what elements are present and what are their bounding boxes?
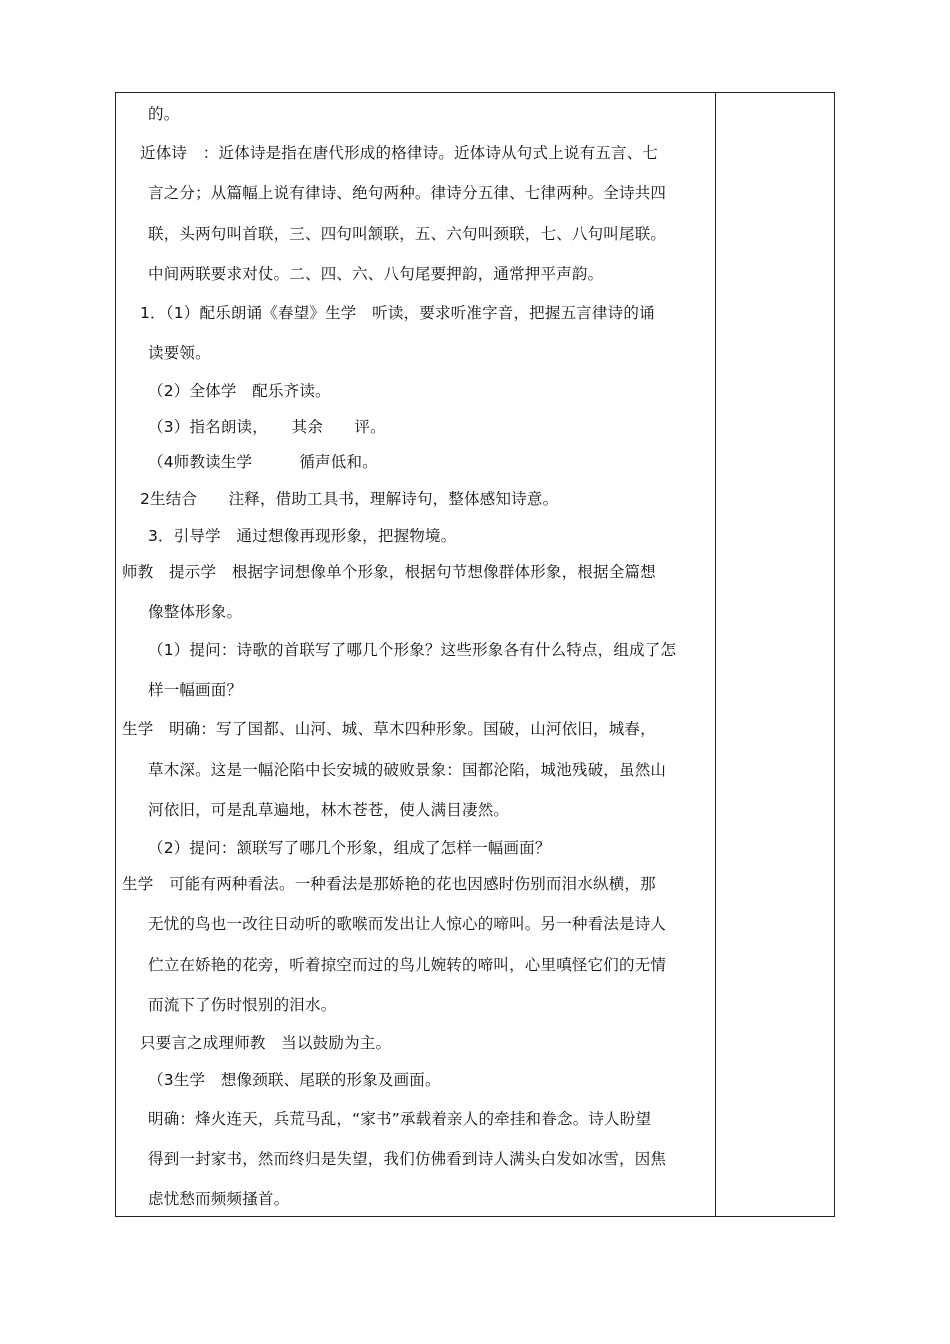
text-line: 明确：烽火连天，兵荒马乱，“家书”承载着亲人的牵挂和眷念。诗人盼望 (148, 1110, 652, 1128)
text-line: 生学 可能有两种看法。一种看法是那娇艳的花也因感时伤别而泪水纵横，那 (122, 875, 656, 893)
text-line: 近体诗 ：近体诗是指在唐代形成的格律诗。近体诗从句式上说有五言、七 (140, 144, 659, 162)
text-line: 草木深。这是一幅沦陷中长安城的破败景象：国都沦陷，城池残破，虽然山 (148, 761, 667, 779)
text-line: （4师教读生学 循声低和。 (148, 453, 378, 471)
column-divider (715, 93, 716, 1216)
text-line: 像整体形象。 (148, 603, 243, 621)
text-line: 只要言之成理师教 当以鼓励为主。 (140, 1034, 392, 1052)
text-line: 读要领。 (148, 344, 211, 362)
text-line: 得到一封家书，然而终归是失望，我们仿佛看到诗人满头白发如冰雪，因焦 (148, 1150, 667, 1168)
text-line: 言之分；从篇幅上说有律诗、绝句两种。律诗分五律、七律两种。全诗共四 (148, 184, 667, 202)
text-line: 中间两联要求对仗。二、四、六、八句尾要押韵，通常押平声韵。 (148, 265, 604, 283)
text-line: 生学 明确：写了国都、山河、城、草木四种形象。国破，山河依旧，城春， (122, 720, 656, 738)
text-line: （2）全体学 配乐齐读。 (148, 382, 331, 400)
text-line: 伫立在娇艳的花旁，听着掠空而过的鸟儿婉转的啼叫，心里嗔怪它们的无情 (148, 956, 667, 974)
text-line: 的。 (148, 105, 180, 123)
text-line: 而流下了伤时恨别的泪水。 (148, 996, 337, 1014)
text-line: （1）提问：诗歌的首联写了哪几个形象？这些形象各有什么特点，组成了怎 (148, 641, 677, 659)
text-line: 3．引导学 通过想像再现形象，把握物境。 (148, 527, 457, 545)
text-line: （3生学 想像颈联、尾联的形象及画面。 (148, 1071, 441, 1089)
text-line: （3）指名朗读， 其余 评。 (148, 418, 386, 436)
text-line: 样一幅画面？ (148, 681, 243, 699)
text-line: 无忧的鸟也一改往日动听的歌喉而发出让人惊心的啼叫。另一种看法是诗人 (148, 915, 667, 933)
text-line: 1．（1）配乐朗诵《春望》生学 听读，要求听准字音，把握五言律诗的诵 (140, 304, 655, 322)
text-line: （2）提问：颔联写了哪几个形象，组成了怎样一幅画面？ (148, 839, 551, 857)
text-line: 河依旧，可是乱草遍地，林木苍苍，使人满目凄然。 (148, 801, 510, 819)
text-line: 联，头两句叫首联，三、四句叫颔联，五、六句叫颈联，七、八句叫尾联。 (148, 225, 667, 243)
text-line: 师教 提示学 根据字词想像单个形象，根据句节想像群体形象，根据全篇想 (122, 563, 656, 581)
text-line: 虑忧愁而频频搔首。 (148, 1190, 290, 1208)
text-line: 2生结合 注释，借助工具书，理解诗句，整体感知诗意。 (140, 490, 559, 508)
